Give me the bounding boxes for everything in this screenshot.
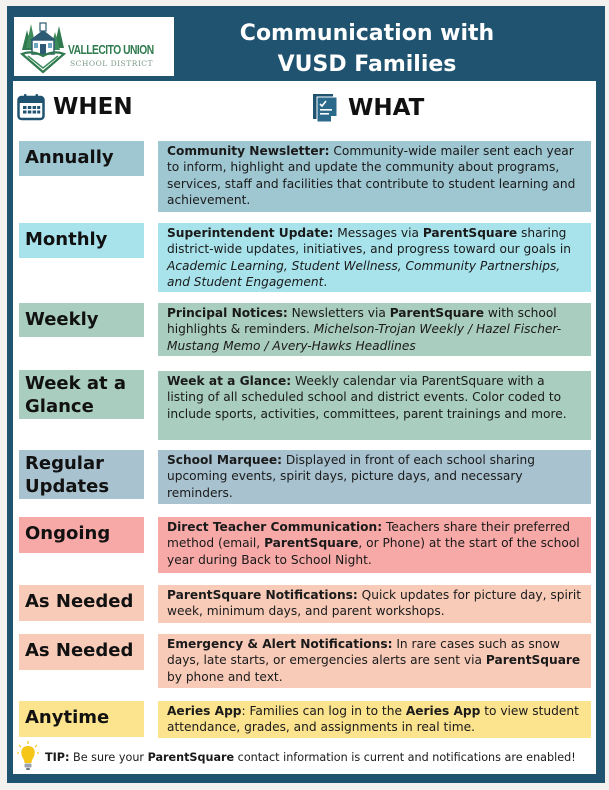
district-logo (14, 17, 174, 76)
flyer-frame (7, 6, 605, 783)
what-description: Emergency & Alert Notifications: In rare cases such as snow days, late starts, or emergencies alerts are sent via ParentSquare by phone and text. (158, 634, 591, 688)
title-line-2: VUSD Families (277, 52, 457, 77)
what-description: Week at a Glance: Weekly calendar via ParentSquare with a listing of all scheduled school and district events. Color coded to include sports, activities, committees, parent trainings and more. (158, 371, 591, 440)
what-description: Aeries App: Families can log in to the Aeries App to view student attendance, grades, and assignments in real time. (158, 701, 591, 738)
when-label: Week at a Glance (19, 370, 144, 419)
title-line-1: Communication with (239, 21, 495, 46)
when-label: Annually (19, 141, 144, 176)
checklist-document-icon (312, 93, 340, 123)
tip-banner (17, 741, 592, 774)
when-label: Anytime (19, 701, 144, 737)
calendar-icon (17, 93, 45, 121)
what-column-header (312, 93, 424, 123)
when-column-label: WHEN (53, 94, 133, 120)
logo-district-subtitle: SCHOOL DISTRICT (70, 59, 154, 68)
when-label: As Needed (19, 634, 144, 670)
content-panel (13, 81, 596, 774)
when-label: Ongoing (19, 517, 144, 553)
what-description: Direct Teacher Communication: Teachers share their preferred method (email, ParentSquare, or Phone) at the start of the school year during Back to School Night. (158, 517, 591, 573)
tip-label: TIP: (45, 751, 70, 764)
when-label: Monthly (19, 223, 144, 258)
when-label: As Needed (19, 585, 144, 621)
what-description: Community Newsletter: Community-wide mailer sent each year to inform, highlight and update the community about programs, services, staff and facilities that contribute to student learning and achievement. (158, 141, 591, 212)
page-title (207, 18, 527, 80)
header (7, 6, 605, 81)
what-title: Community Newsletter: (167, 144, 330, 158)
what-description: School Marquee: Displayed in front of each school sharing upcoming events, spirit days, picture days, and necessary reminders. (158, 450, 591, 504)
lightbulb-icon (17, 741, 39, 774)
what-description: Superintendent Update: Messages via ParentSquare sharing district-wide updates, initiatives, and progress toward our goals in Academic Learning, Student Wellness, Community Partnerships, and Student Engagement. (158, 223, 591, 292)
what-description: ParentSquare Notifications: Quick updates for picture day, spirit week, minimum days, and parent workshops. (158, 585, 591, 623)
tip-text: TIP: Be sure your ParentSquare contact information is current and notifications are enabled! (45, 751, 576, 764)
schoolhouse-logo-icon (18, 20, 68, 74)
when-label: Regular Updates (19, 450, 144, 499)
logo-district-name: VALLECITO UNION (68, 43, 154, 57)
when-column-header (17, 93, 133, 121)
what-column-label: WHAT (348, 95, 425, 121)
when-label: Weekly (19, 303, 144, 337)
what-description: Principal Notices: Newsletters via ParentSquare with school highlights & reminders. Michelson-Trojan Weekly / Hazel Fischer-Mustang Memo / Avery-Hawks Headlines (158, 303, 591, 356)
